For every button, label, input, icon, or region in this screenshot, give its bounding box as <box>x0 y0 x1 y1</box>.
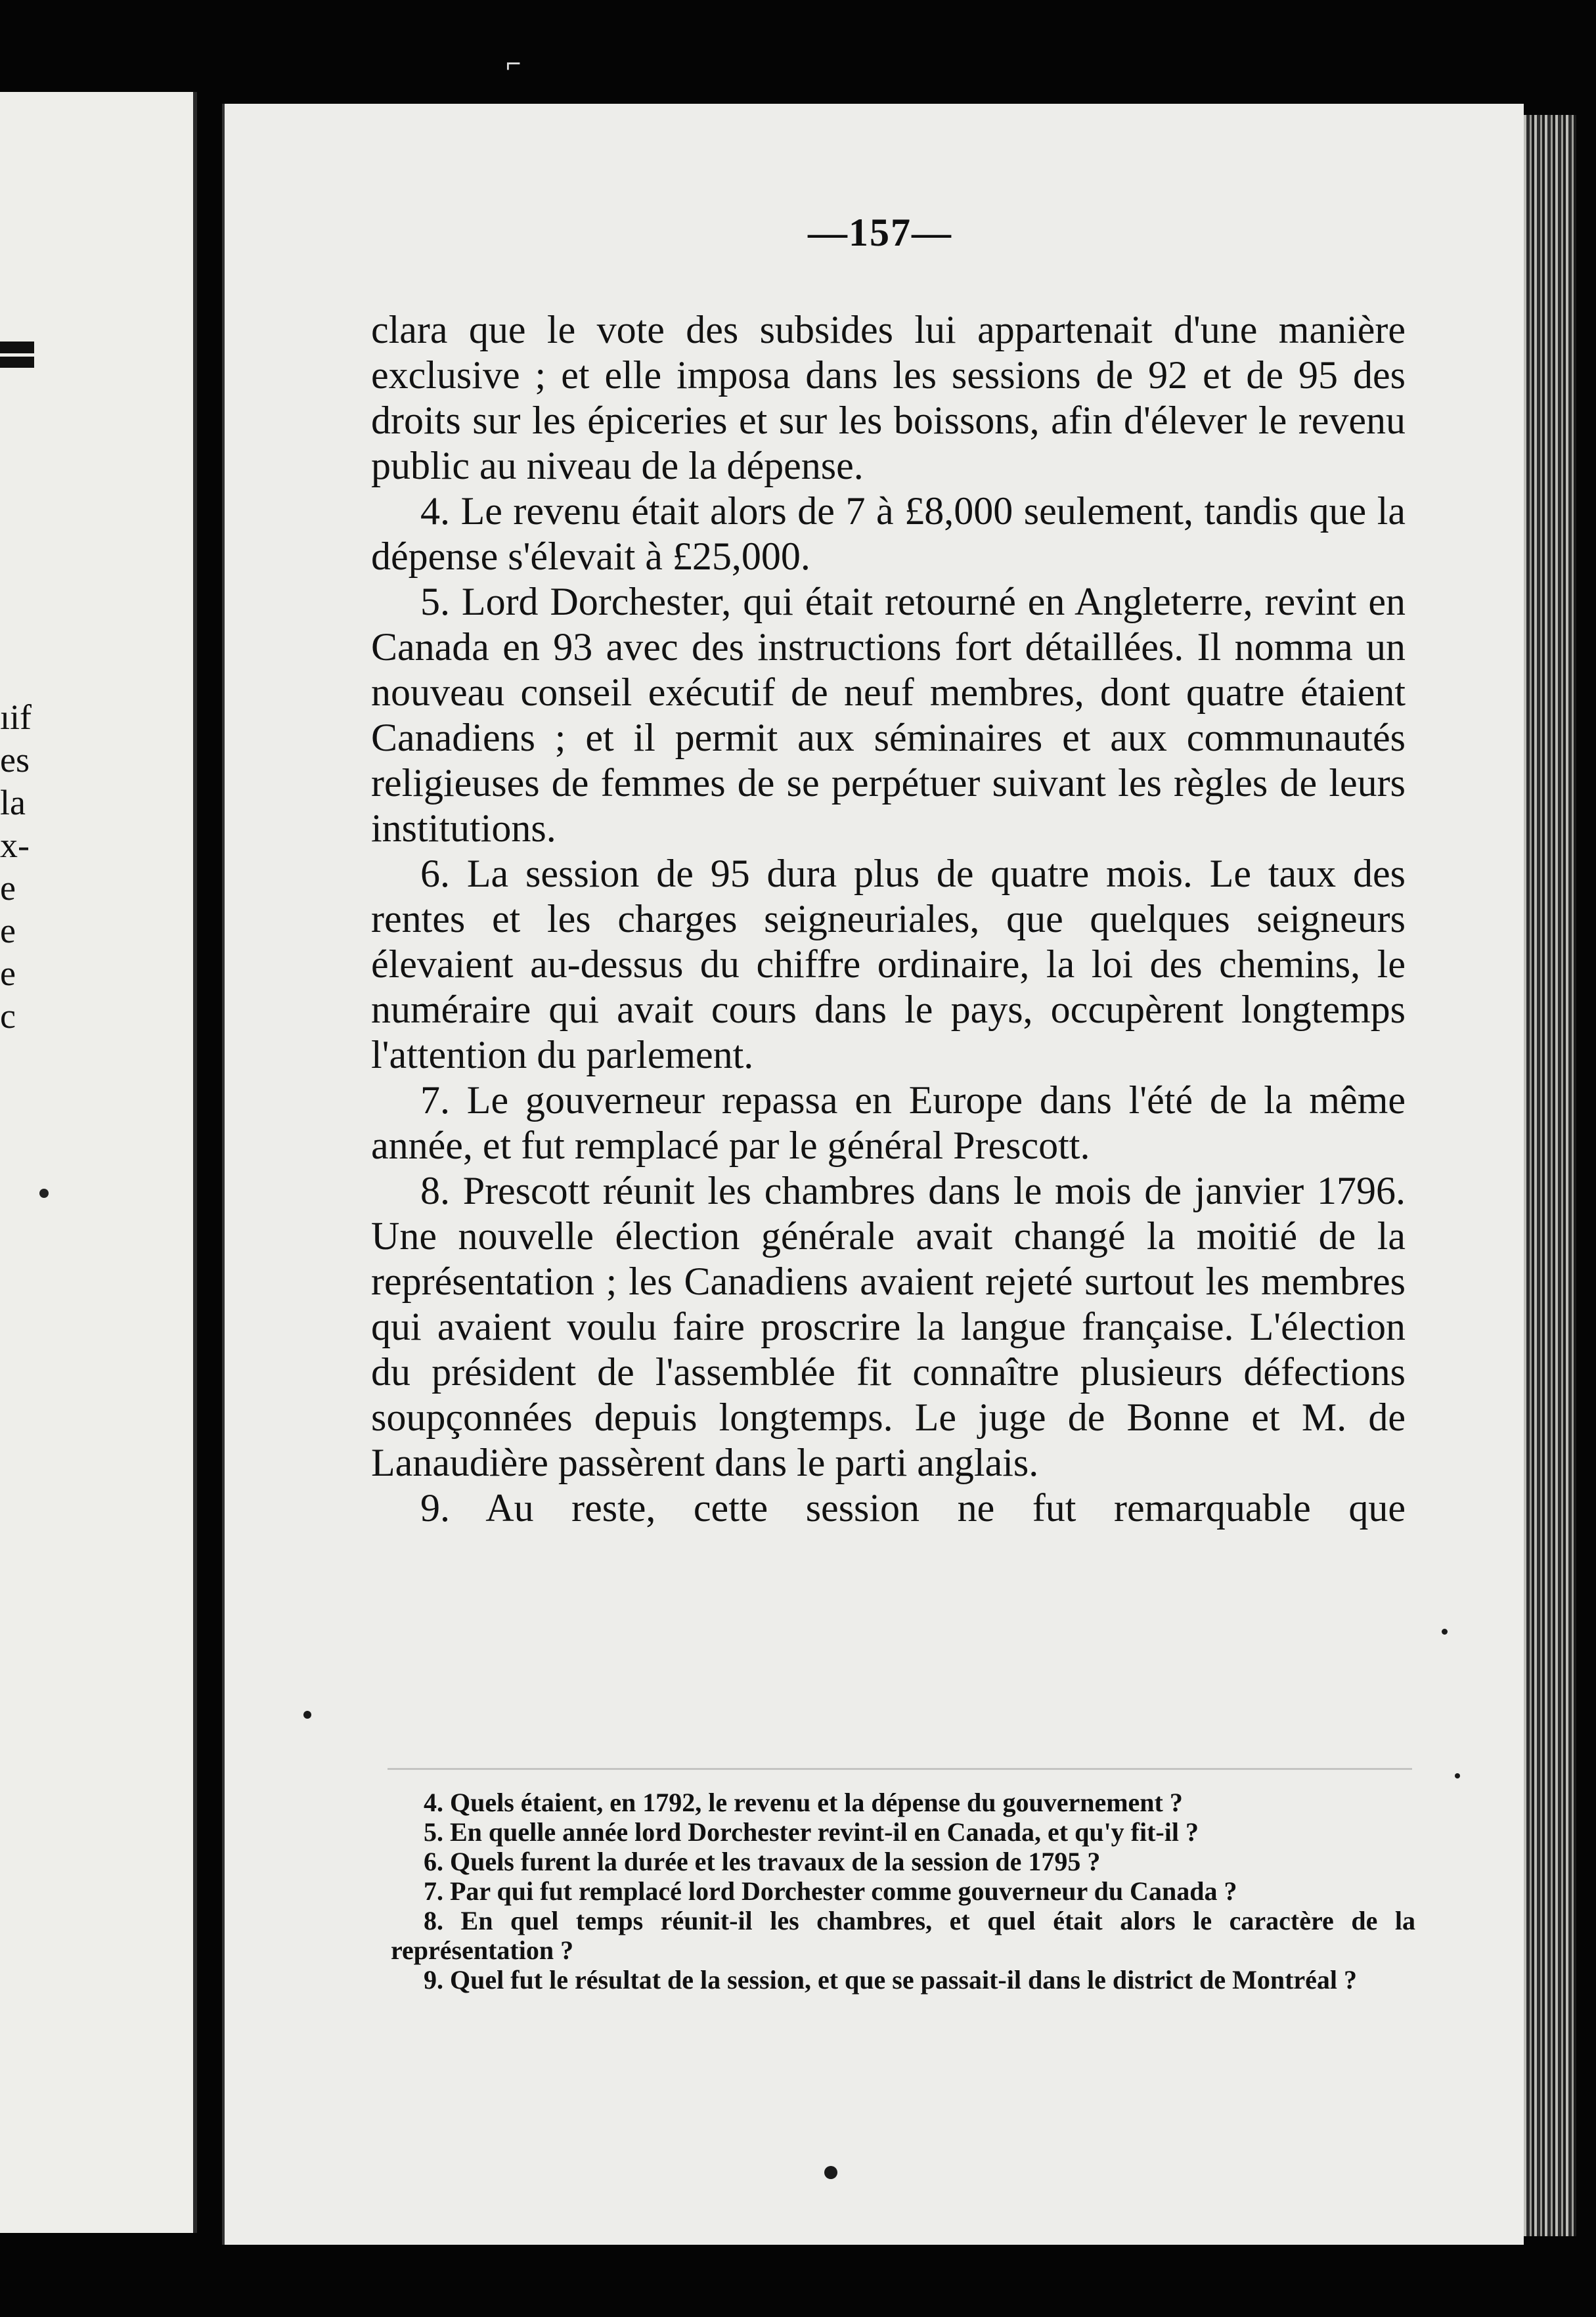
left-fragment: e <box>0 911 16 950</box>
paragraph-continuation: clara que le vote des subsides lui appartenait d'une manière exclusive ; et elle imposa dans les sessions de 92 et de 95 des droits sur les épiceries et sur les boissons, afin d'élever le revenu public au niveau de la dépense. <box>371 308 1406 487</box>
left-page-tab-mark <box>0 342 34 368</box>
ink-speck <box>1442 1629 1448 1635</box>
left-fragment: ıif <box>0 697 32 737</box>
paragraph-5: 5. Lord Dorchester, qui était retourné en Angleterre, revint en Canada en 93 avec des instructions fort détaillées. Il nomma un nouveau conseil exécutif de neuf membres, dont quatre étaient Canadiens ; et il permit aux séminaires et aux communautés religieuses de femmes de se perpétuer suivant les règles de leurs institutions. <box>371 580 1406 850</box>
question-4: 4. Quels étaient, en 1792, le revenu et la dépense du gouvernement ? <box>424 1788 1183 1817</box>
footnote-separator <box>388 1768 1412 1770</box>
ink-speck <box>39 1189 49 1198</box>
left-fragment: e <box>0 868 16 908</box>
paragraph-4: 4. Le revenu était alors de 7 à £8,000 seulement, tandis que la dépense s'élevait à £25,000. <box>371 489 1406 578</box>
body-text <box>371 307 1406 1531</box>
paragraph-7: 7. Le gouverneur repassa en Europe dans l'été de la même année, et fut remplacé par le général Prescott. <box>371 1078 1406 1167</box>
question-7: 7. Par qui fut remplacé lord Dorchester comme gouverneur du Canada ? <box>424 1876 1237 1906</box>
paragraph-6: 6. La session de 95 dura plus de quatre mois. Le taux des rentes et les charges seigneuriales, que quelques seigneurs élevaient au-dessus du chiffre ordinaire, la loi des chemins, le numéraire qui avait cours dans le pays, occupèrent longtemps l'attention du parlement. <box>371 852 1406 1076</box>
left-page <box>0 92 197 2233</box>
ink-speck <box>303 1711 311 1719</box>
question-5: 5. En quelle année lord Dorchester revint-il en Canada, et qu'y fit-il ? <box>424 1817 1199 1847</box>
question-9: 9. Quel fut le résultat de la session, et que se passait-il dans le district de Montréal ? <box>424 1965 1358 1995</box>
question-6: 6. Quels furent la durée et les travaux de la session de 1795 ? <box>424 1847 1101 1876</box>
paragraph-9: 9. Au reste, cette session ne fut remarquable que <box>420 1486 1406 1530</box>
ink-speck <box>824 2166 837 2179</box>
ink-speck <box>1455 1773 1460 1778</box>
left-fragment: la <box>0 783 26 822</box>
paragraph-8: 8. Prescott réunit les chambres dans le mois de janvier 1796. Une nouvelle élection générale avait changé la moitié de la représentation ; les Canadiens avaient rejeté surtout les membres qui avaient voulu faire proscrire la langue française. L'élection du président de l'assemblée fit connaître plusieurs défections soupçonnées depuis longtemps. Le juge de Bonne et M. de Lanaudière passèrent dans le parti anglais. <box>371 1169 1406 1484</box>
study-questions <box>391 1788 1415 1995</box>
question-8: 8. En quel temps réunit-il les chambres, et quel était alors le caractère de la représentation ? <box>391 1906 1415 1965</box>
scan-corner-mark: ⌐ <box>506 49 521 78</box>
left-fragment: e <box>0 954 16 993</box>
left-page-text-fragments <box>0 696 53 1038</box>
left-fragment: es <box>0 740 30 780</box>
left-fragment: x- <box>0 826 30 865</box>
page-edges <box>1524 115 1576 2236</box>
left-fragment: c <box>0 996 16 1036</box>
page-number: —157— <box>808 211 952 254</box>
